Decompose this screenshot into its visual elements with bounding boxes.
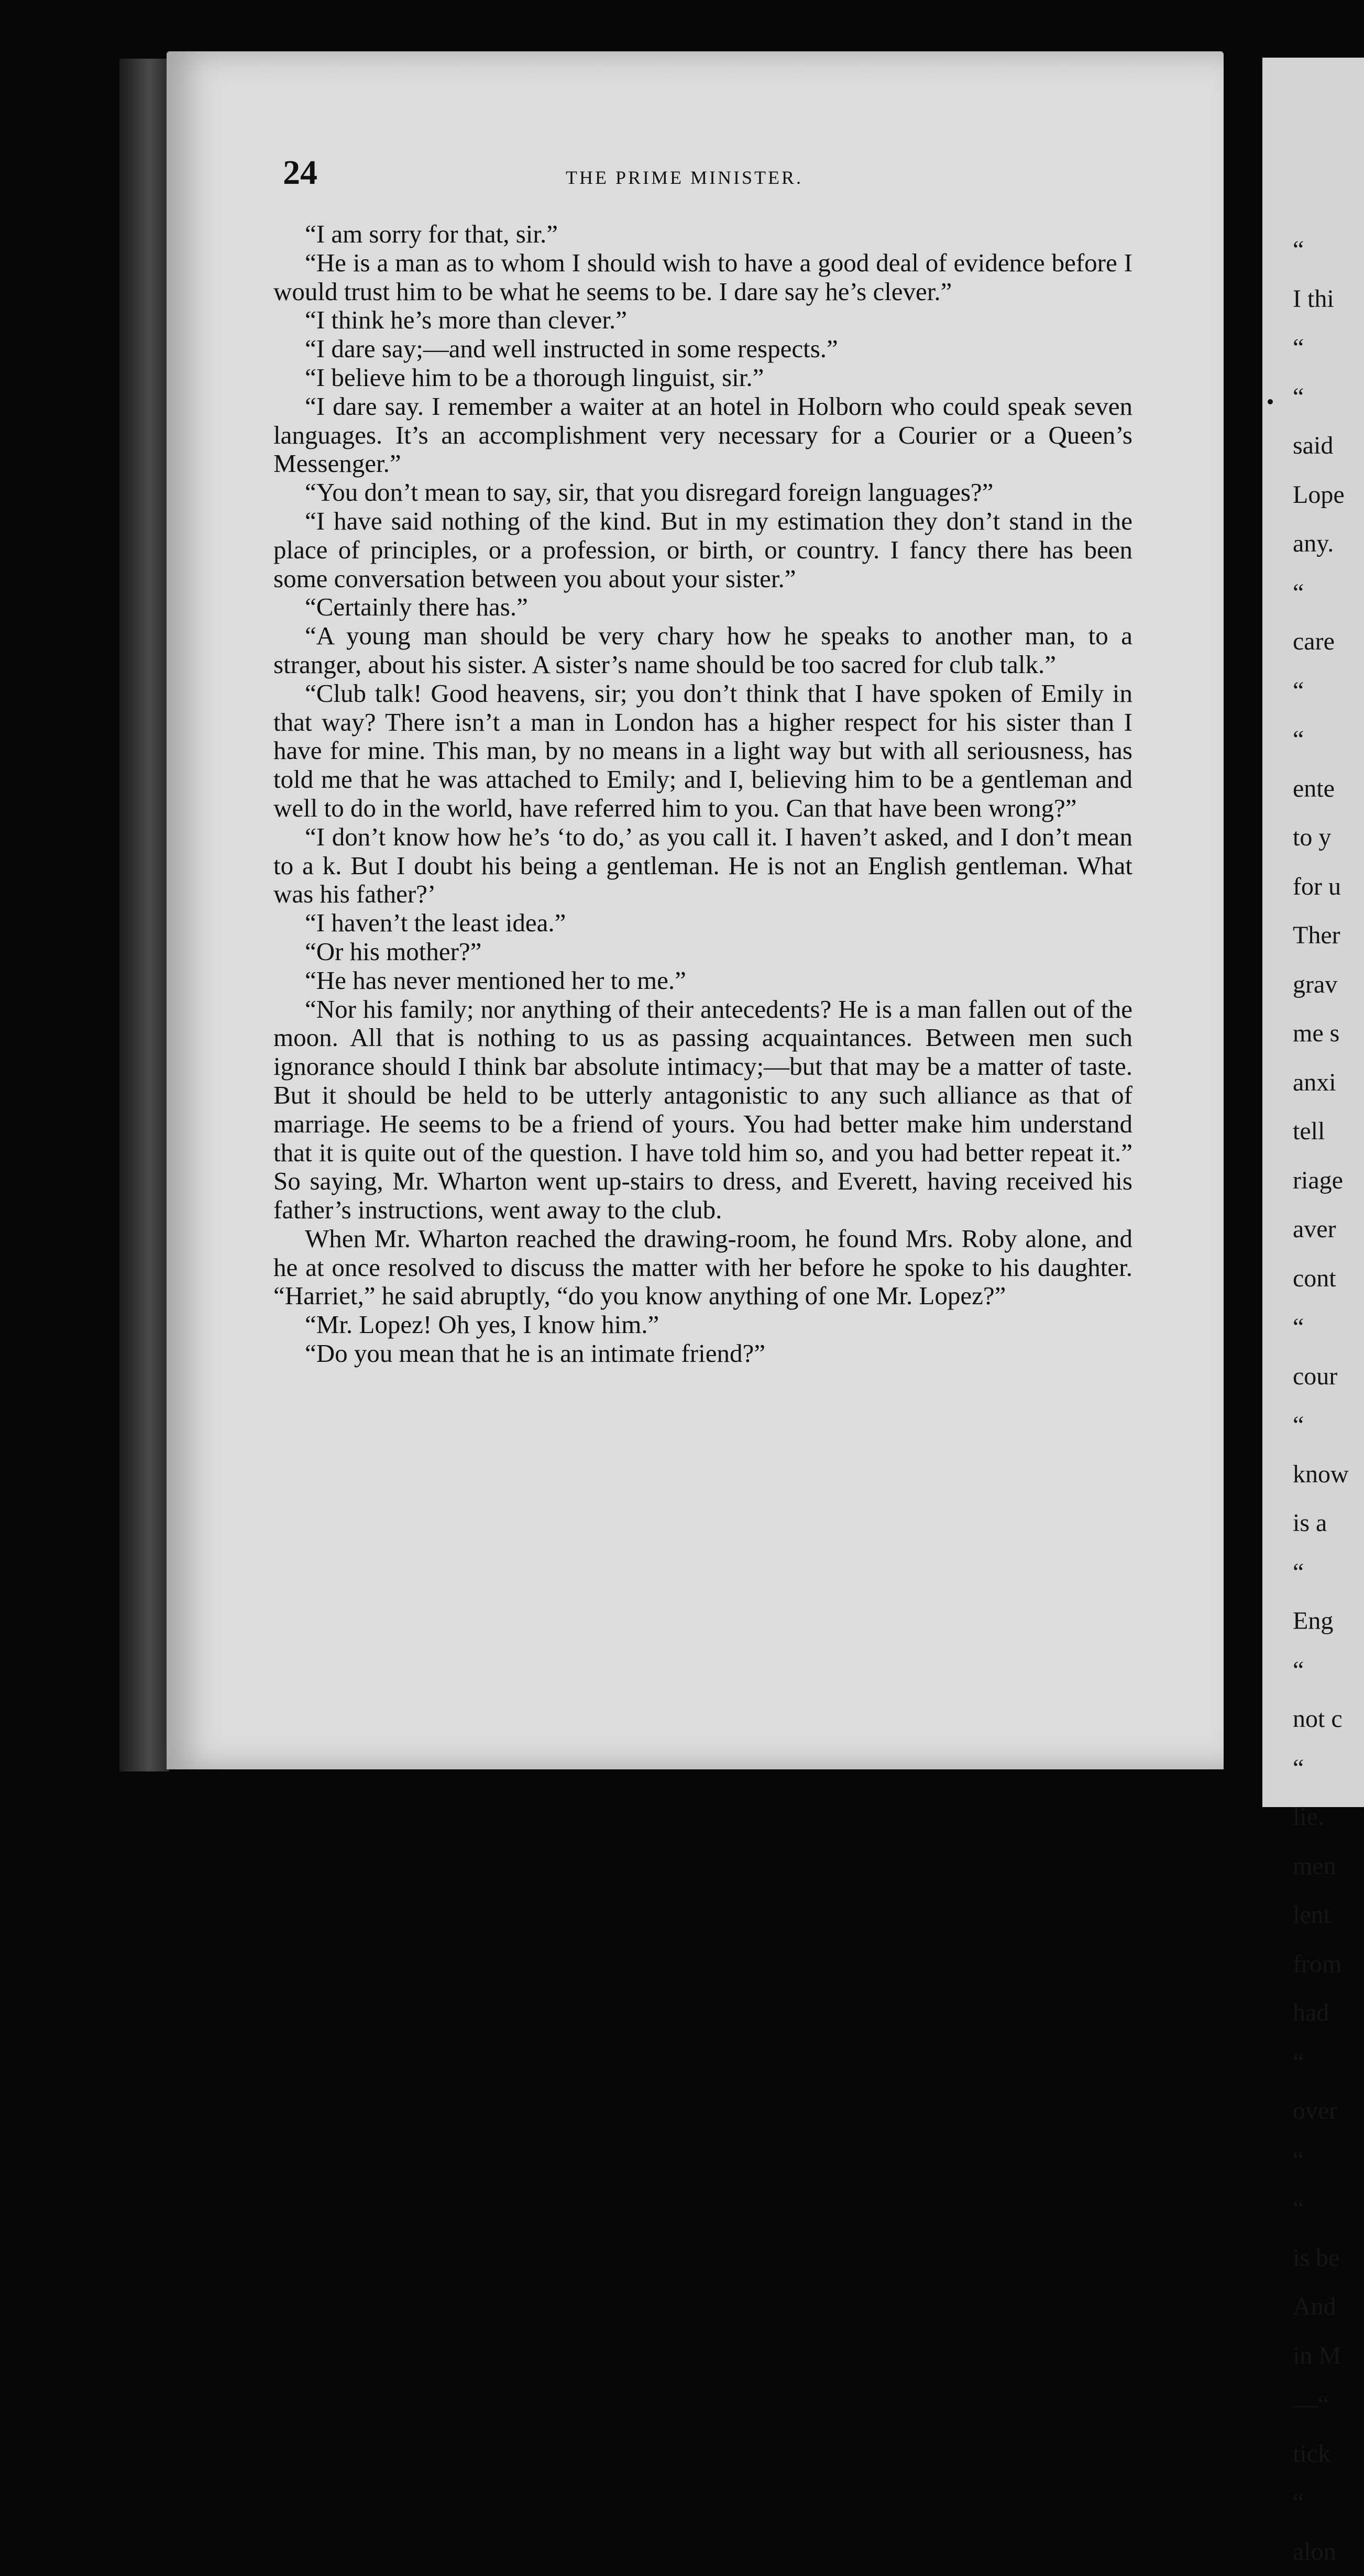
facing-page-line: “	[1293, 1744, 1364, 1793]
facing-page-line: aver	[1293, 1205, 1364, 1254]
facing-page-line: “	[1293, 568, 1364, 618]
facing-page-line: tick	[1293, 2429, 1364, 2479]
paragraph: “He is a man as to whom I should wish to have a good deal of evidence before I would trust him to be what he seems to be. I dare say he’s clever.”	[273, 249, 1132, 306]
facing-page-line: grav	[1293, 960, 1364, 1009]
paragraph: “You don’t mean to say, sir, that you disregard foreign languages?”	[273, 478, 1132, 507]
facing-page-line: “	[1293, 225, 1364, 274]
paragraph: “A young man should be very chary how he speaks to another man, to a stranger, about his sister. A sister’s name should be too sacred for club talk.”	[273, 622, 1132, 679]
paragraph: “Club talk! Good heavens, sir; you don’t think that I have spoken of Emily in that way? There isn’t a man in London has a higher respect for his sister than I have for mine. This man, by no means in a light way but with all seriousness, has told me that he was attached to Emily; and I, believing him to be a gentleman and well to do in the world, have referred him to you. Can that have been wrong?”	[273, 679, 1132, 823]
page-body-text	[273, 220, 1132, 1671]
facing-page-line: cont	[1293, 1254, 1364, 1303]
facing-page-line: in M	[1293, 2331, 1364, 2381]
running-title: THE PRIME MINISTER.	[566, 167, 803, 189]
facing-page-line: lie.	[1293, 1792, 1364, 1842]
facing-page-line: to y	[1293, 813, 1364, 862]
facing-page-line: from	[1293, 1940, 1364, 1989]
facing-page-line: —“	[1293, 2380, 1364, 2429]
facing-page-text	[1293, 225, 1364, 2576]
page-number: 24	[283, 153, 317, 193]
facing-page-line: alon	[1293, 2527, 1364, 2576]
facing-page-line: “	[1293, 1303, 1364, 1352]
facing-page-line: is a	[1293, 1499, 1364, 1548]
facing-page-line: “	[1293, 2478, 1364, 2527]
facing-page-line: lent	[1293, 1890, 1364, 1940]
facing-page-line: “	[1293, 1646, 1364, 1695]
facing-page-line: “	[1293, 372, 1364, 422]
facing-page-line: any.	[1293, 519, 1364, 568]
facing-page-line: men	[1293, 1842, 1364, 1891]
paragraph: “Or his mother?”	[273, 938, 1132, 966]
facing-page-line: over	[1293, 2086, 1364, 2135]
paragraph: “I dare say. I remember a waiter at an hotel in Holborn who could speak seven languages. It’s an accomplishment very necessary for a Courier or a Queen’s Messenger.”	[273, 392, 1132, 478]
facing-page-line: riage	[1293, 1156, 1364, 1205]
facing-page-line: is be	[1293, 2233, 1364, 2283]
facing-page-line: “	[1293, 1548, 1364, 1597]
facing-page-line: “	[1293, 666, 1364, 715]
paragraph: “Mr. Lopez! Oh yes, I know him.”	[273, 1311, 1132, 1339]
bullet-mark	[1268, 399, 1273, 404]
paragraph: “I am sorry for that, sir.”	[273, 220, 1132, 249]
paragraph: “Do you mean that he is an intimate friend?”	[273, 1339, 1132, 1368]
facing-page-line: “	[1293, 1401, 1364, 1450]
facing-page-line: “	[1293, 715, 1364, 764]
facing-page-line: anxi	[1293, 1058, 1364, 1107]
paragraph: “I believe him to be a thorough linguist, sir.”	[273, 364, 1132, 392]
facing-page-line: And	[1293, 2282, 1364, 2331]
facing-page-line: Lope	[1293, 470, 1364, 520]
paragraph: “He has never mentioned her to me.”	[273, 966, 1132, 995]
facing-page-line: Ther	[1293, 911, 1364, 960]
paragraph: “I haven’t the least idea.”	[273, 909, 1132, 938]
facing-page-line: not c	[1293, 1694, 1364, 1744]
paragraph: “I dare say;—and well instructed in some respects.”	[273, 335, 1132, 364]
facing-page-line: “	[1293, 323, 1364, 372]
facing-page-line: me s	[1293, 1009, 1364, 1058]
facing-page-line: “	[1293, 2038, 1364, 2087]
facing-page-line: “	[1293, 2184, 1364, 2233]
paragraph: When Mr. Wharton reached the drawing-room, he found Mrs. Roby alone, and he at once resolved to discuss the matter with her before he spoke to his daughter. “Harriet,” he said abruptly, “do you know anything of one Mr. Lopez?”	[273, 1225, 1132, 1311]
facing-page-line: cour	[1293, 1352, 1364, 1401]
paragraph: “I have said nothing of the kind. But in my estimation they don’t stand in the place of principles, or a profession, or birth, or country. I fancy there has been some conversation between you about your sister.”	[273, 507, 1132, 593]
facing-page-line: care	[1293, 617, 1364, 666]
facing-page-line: for u	[1293, 862, 1364, 911]
facing-page-line: ente	[1293, 764, 1364, 813]
facing-page-line: had	[1293, 1988, 1364, 2038]
facing-page-line: know	[1293, 1450, 1364, 1499]
page-header	[283, 153, 1168, 195]
paragraph: “Nor his family; nor anything of their antecedents? He is a man fallen out of the moon. All that is nothing to us as passing acquaintances. Between men such ignorance should I think bar absolute intimacy;—but that may be a matter of taste. But it should be held to be utterly antagonistic to any such alliance as that of marriage. He seems to be a friend of yours. You had better make him understand that it is quite out of the question. I have told him so, and you had better repeat it.” So saying, Mr. Wharton went up-stairs to dress, and Everett, having received his father’s instructions, went away to the club.	[273, 995, 1132, 1225]
facing-page-line: Eng	[1293, 1597, 1364, 1646]
paragraph: “Certainly there has.”	[273, 593, 1132, 622]
paragraph: “I don’t know how he’s ‘to do,’ as you call it. I haven’t asked, and I don’t mean to a k. But I doubt his being a gentleman. He is not an English gentleman. What was his father?’	[273, 823, 1132, 909]
facing-page-line: said	[1293, 421, 1364, 470]
facing-page-line: tell	[1293, 1107, 1364, 1156]
facing-page-line: I thi	[1293, 274, 1364, 324]
paragraph: “I think he’s more than clever.”	[273, 306, 1132, 335]
book-spine	[119, 59, 169, 1771]
facing-page-line: “	[1293, 2135, 1364, 2185]
